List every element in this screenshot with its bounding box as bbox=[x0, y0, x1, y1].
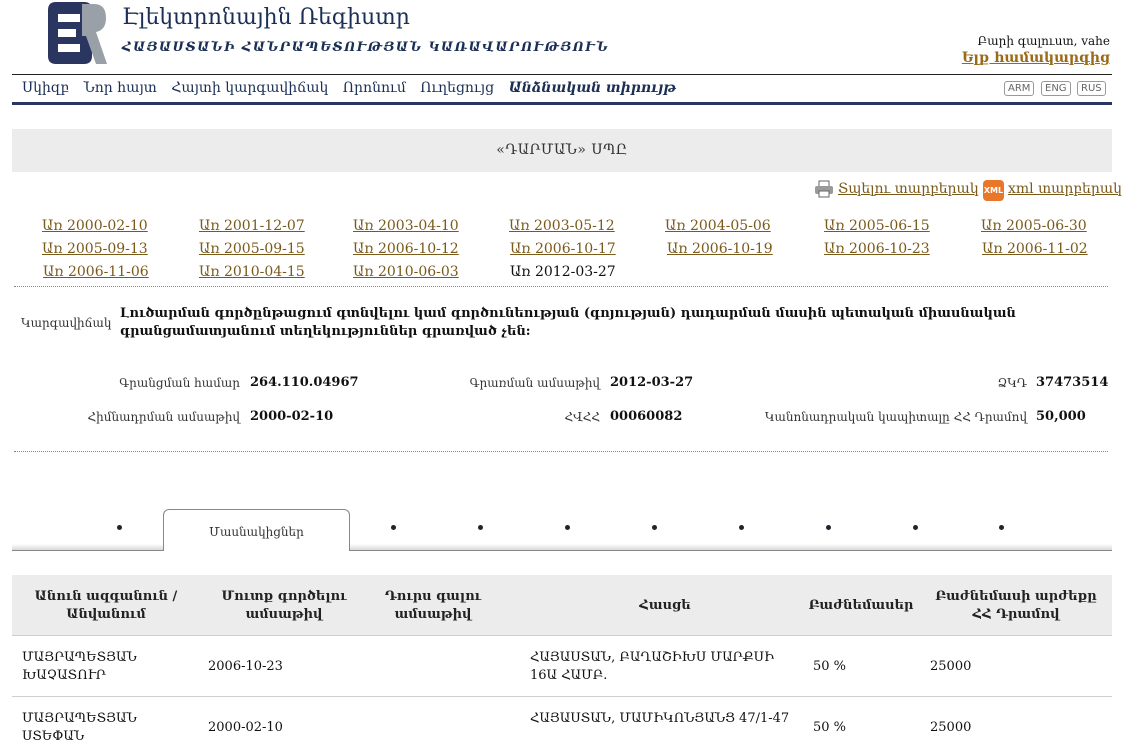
nav-divider-top bbox=[12, 74, 1112, 75]
nav-search[interactable]: Որոնում bbox=[342, 80, 406, 96]
column-header-share-value: Բաժնեմասի արժեքը ՀՀ Դրամով bbox=[935, 589, 1097, 622]
dotted-divider bbox=[14, 451, 1108, 452]
xml-icon[interactable]: XML bbox=[983, 180, 1004, 201]
registry-logo bbox=[44, 0, 108, 66]
history-date-link[interactable]: Առ 2003-04-10 bbox=[353, 218, 459, 234]
column-header-shares: Բաժնեմասեր bbox=[808, 598, 914, 613]
lang-rus-button[interactable]: RUS bbox=[1077, 81, 1106, 96]
current-date: Առ 2012-03-27 bbox=[510, 264, 616, 280]
main-nav bbox=[22, 80, 686, 96]
tab-bullet[interactable] bbox=[391, 525, 396, 530]
history-date-link[interactable]: Առ 2010-06-03 bbox=[353, 264, 459, 280]
row-divider bbox=[12, 635, 1112, 636]
nav-application-status[interactable]: Հայտի կարգավիճակ bbox=[171, 80, 329, 96]
history-date-link[interactable]: Առ 2010-04-15 bbox=[199, 264, 305, 280]
history-date-link[interactable]: Առ 2000-02-10 bbox=[42, 218, 148, 234]
row-divider bbox=[12, 696, 1112, 697]
history-date-link[interactable]: Առ 2006-10-17 bbox=[510, 241, 616, 257]
reg-number-label: Գրանցման համար bbox=[119, 376, 240, 390]
participant-share: 50 % bbox=[813, 659, 847, 674]
tab-bullet[interactable] bbox=[826, 525, 831, 530]
company-name: «ԴԱՐՄԱՆ» ՍՊԸ bbox=[496, 142, 628, 158]
lang-eng-button[interactable]: ENG bbox=[1041, 81, 1071, 96]
tab-bullet[interactable] bbox=[565, 525, 570, 530]
capital-value: 50,000 bbox=[1036, 409, 1086, 424]
column-header-address: Հասցե bbox=[639, 598, 691, 613]
participant-name: ՄԱՅՐԱՊԵՏՅԱՆ ՍՏԵՓԱՆ bbox=[22, 711, 137, 744]
history-date-link[interactable]: Առ 2006-11-02 bbox=[982, 241, 1088, 257]
participant-address: ՀԱՅԱՍՏԱՆ, ՄԱՄԻԿՈՆՅԱՆՑ 47/1-47 bbox=[530, 711, 790, 726]
history-date-link[interactable]: Առ 2005-06-30 bbox=[981, 218, 1087, 234]
print-version-link[interactable]: Տպելու տարբերակ bbox=[838, 181, 979, 197]
history-date-link[interactable]: Առ 2001-12-07 bbox=[199, 218, 305, 234]
nav-home[interactable]: Սկիզբ bbox=[22, 80, 70, 96]
participant-share-value: 25000 bbox=[930, 659, 972, 674]
founding-date-label: Հիմնադրման ամսաթիվ bbox=[87, 410, 240, 424]
history-date-link[interactable]: Առ 2005-09-15 bbox=[199, 241, 305, 257]
printer-icon[interactable] bbox=[814, 180, 834, 198]
welcome-text: Բարի գալուստ, vahe bbox=[977, 34, 1110, 48]
nav-personal-area[interactable]: Անձնական տիրույթ bbox=[508, 80, 676, 96]
tab-bullet[interactable] bbox=[478, 525, 483, 530]
reg-date-value: 2012-03-27 bbox=[610, 375, 694, 390]
xml-version-link[interactable]: xml տարբերակ bbox=[1008, 181, 1122, 197]
history-date-link[interactable]: Առ 2005-06-15 bbox=[824, 218, 930, 234]
dotted-divider bbox=[14, 286, 1108, 287]
history-date-link[interactable]: Առ 2004-05-06 bbox=[665, 218, 771, 234]
tab-bullet[interactable] bbox=[117, 525, 122, 530]
history-date-link[interactable]: Առ 2003-05-12 bbox=[509, 218, 615, 234]
tax-value: 00060082 bbox=[610, 409, 683, 424]
status-label: Կարգավիճակ bbox=[21, 316, 112, 330]
participant-share-value: 25000 bbox=[930, 720, 972, 735]
zkd-value: 37473514 bbox=[1036, 375, 1109, 390]
participant-entry-date: 2000-02-10 bbox=[208, 720, 283, 735]
tab-participants[interactable]: Մասնակիցներ bbox=[163, 509, 350, 551]
site-subtitle: ՀԱՅԱՍՏԱՆԻ ՀԱՆՐԱՊԵՏՈՒԹՅԱՆ ԿԱՌԱՎԱՐՈՒԹՅՈՒՆ bbox=[122, 40, 610, 55]
participant-entry-date: 2006-10-23 bbox=[208, 659, 283, 674]
tax-label: ՀՎՀՀ bbox=[564, 410, 600, 424]
tab-bullet[interactable] bbox=[739, 525, 744, 530]
nav-guide[interactable]: Ուղեցույց bbox=[420, 80, 495, 96]
history-date-link[interactable]: Առ 2006-10-19 bbox=[667, 241, 773, 257]
capital-label: Կանոնադրական կապիտալը ՀՀ Դրամով bbox=[764, 410, 1027, 424]
site-title: Էլեկտրոնային Ռեգիստր bbox=[122, 5, 410, 30]
reg-number-value: 264.110.04967 bbox=[250, 375, 359, 390]
zkd-label: ՁԿԴ bbox=[997, 376, 1027, 390]
lang-arm-button[interactable]: ARM bbox=[1004, 81, 1034, 96]
reg-date-label: Գրառման ամսաթիվ bbox=[469, 376, 600, 390]
founding-date-value: 2000-02-10 bbox=[250, 409, 334, 424]
history-date-link[interactable]: Առ 2006-10-23 bbox=[824, 241, 930, 257]
tab-bullet[interactable] bbox=[652, 525, 657, 530]
column-header-entry-date: Մուտք գործելու ամսաթիվ bbox=[221, 589, 347, 622]
history-date-link[interactable]: Առ 2006-10-12 bbox=[353, 241, 459, 257]
history-date-link[interactable]: Առ 2006-11-06 bbox=[43, 264, 149, 280]
participant-share: 50 % bbox=[813, 720, 847, 735]
column-header-name: Անուն ազգանուն / Անվանում bbox=[34, 589, 178, 622]
logout-link[interactable]: Ելք համակարգից bbox=[961, 50, 1110, 66]
tab-bullet[interactable] bbox=[913, 525, 918, 530]
nav-new-application[interactable]: Նոր հայտ bbox=[83, 80, 157, 96]
history-date-link[interactable]: Առ 2005-09-13 bbox=[42, 241, 148, 257]
tab-bullet[interactable] bbox=[999, 525, 1004, 530]
participant-address: ՀԱՅԱՍՏԱՆ, ԲԱՂԱՇԻԽՍ ՄԱՐՔՍԻ 16Ա ՀԱՄԲ. bbox=[530, 650, 775, 683]
column-header-exit-date: Դուրս գալու ամսաթիվ bbox=[384, 589, 482, 622]
status-text: Լուծարման գործընթացում գտնվելու կամ գործունեության (գոյության) դադարման մասին պետական միասնական գրանցամատյանում տեղեկություններ գրառված չեն: bbox=[120, 306, 1016, 339]
nav-divider-bottom bbox=[12, 102, 1112, 105]
participant-name: ՄԱՅՐԱՊԵՏՅԱՆ ԽԱՉԱՏՈՒՐ bbox=[22, 650, 137, 683]
